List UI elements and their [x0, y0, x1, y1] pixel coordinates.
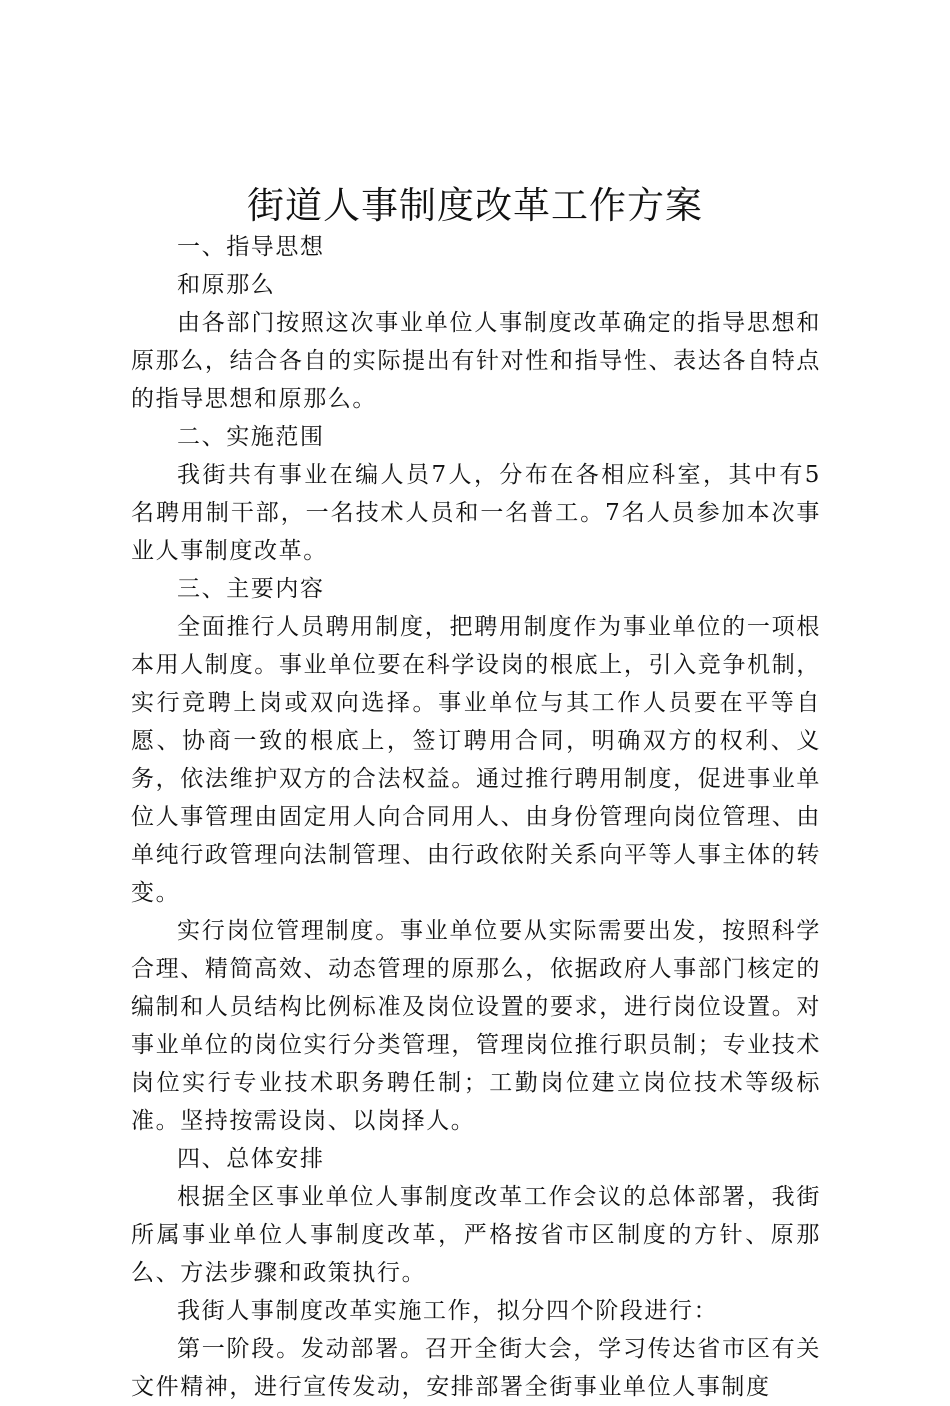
paragraph: 我街人事制度改革实施工作，拟分四个阶段进行：: [177, 1298, 719, 1324]
section-heading-guiding-ideology: 一、指导思想: [177, 234, 325, 260]
section-heading-scope: 二、实施范围: [177, 424, 325, 450]
paragraph: 由各部门按照这次事业单位人事制度改革确定的指导思想和原那么，结合各自的实际提出有针对性和指导性、表达各自特点的指导思想和原那么。: [131, 310, 821, 412]
section-heading-main-content: 三、主要内容: [177, 576, 325, 602]
paragraph: 实行岗位管理制度。事业单位要从实际需要出发，按照科学合理、精简高效、动态管理的原那么，依据政府人事部门核定的编制和人员结构比例标准及岗位设置的要求，进行岗位设置。对事业单位的岗位实行分类管理，管理岗位推行职员制；专业技术岗位实行专业技术职务聘任制；工勤岗位建立岗位技术等级标准。坚持按需设岗、以岗择人。: [131, 918, 821, 1134]
paragraph: 我街共有事业在编人员7人，分布在各相应科室，其中有5名聘用制干部，一名技术人员和一名普工。7名人员参加本次事业人事制度改革。: [131, 462, 821, 564]
section-heading-continuation: 和原那么: [177, 272, 276, 298]
paragraph: 第一阶段。发动部署。召开全街大会，学习传达省市区有关文件精神，进行宣传发动，安排部署全街事业单位人事制度: [131, 1336, 821, 1400]
document-body: [131, 228, 821, 1406]
section-heading-overall-arrangement: 四、总体安排: [177, 1146, 325, 1172]
document-title: 街道人事制度改革工作方案: [247, 184, 703, 227]
paragraph: 全面推行人员聘用制度，把聘用制度作为事业单位的一项根本用人制度。事业单位要在科学设岗的根底上，引入竞争机制，实行竞聘上岗或双向选择。事业单位与其工作人员要在平等自愿、协商一致的根底上，签订聘用合同，明确双方的权利、义务，依法维护双方的合法权益。通过推行聘用制度，促进事业单位人事管理由固定用人向合同用人、由身份管理向岗位管理、由单纯行政管理向法制管理、由行政依附关系向平等人事主体的转变。: [131, 614, 821, 906]
paragraph: 根据全区事业单位人事制度改革工作会议的总体部署，我街所属事业单位人事制度改革，严格按省市区制度的方针、原那么、方法步骤和政策执行。: [131, 1184, 821, 1286]
